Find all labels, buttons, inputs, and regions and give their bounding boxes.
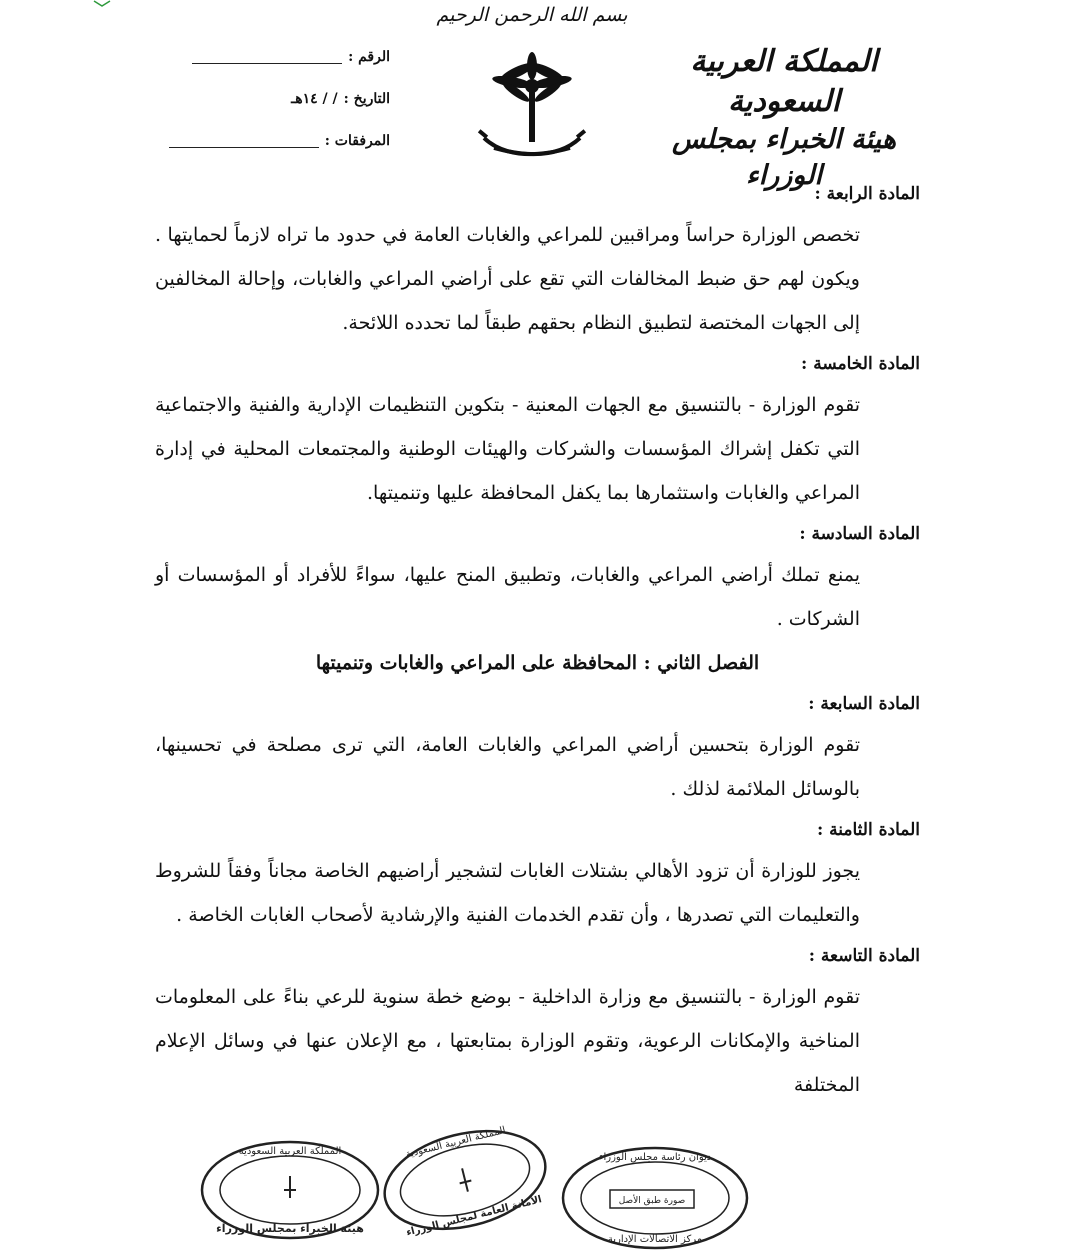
article-8-text: يجوز للوزارة أن تزود الأهالي بشتلات الغابات لتشجير أراضيهم الخاصة مجاناً وفقاً للشروط والتعليمات التي تصدرها ، وأن تقدم الخدمات الفنية والإرشادية لأصحاب الغابات الخاصة .	[155, 860, 860, 926]
document-body	[155, 175, 920, 1107]
number-label: الرقم :	[348, 49, 390, 65]
stamp3-bottom-text: مركز الاتصالات الإدارية	[607, 1234, 703, 1245]
organization-header	[634, 42, 934, 194]
article-9-text: تقوم الوزارة - بالتنسيق مع وزارة الداخلية - بوضع خطة سنوية للرعي بناءً على المعلومات المناخية والإمكانات الرعوية، وتقوم الوزارة بمتابعتها ، مع الإعلان عنها في وسائل الإعلام المختلفة	[155, 986, 860, 1096]
number-line	[192, 51, 342, 64]
basmala: بسم الله الرحمن الرحيم	[436, 4, 628, 26]
date-label: التاريخ :	[343, 91, 390, 107]
stamp-true-copy	[563, 1148, 747, 1248]
saudi-emblem-icon	[472, 52, 592, 172]
stamp3-mid-text: صورة طبق الأصل	[618, 1196, 686, 1206]
attachments-row	[120, 120, 390, 162]
stamp1-top-text: المملكة العربية السعودية	[238, 1146, 342, 1157]
stamp2-top-text: المملكة العربية السعودية	[404, 1124, 507, 1161]
article-4-text: تخصص الوزارة حراساً ومراقبين للمراعي والغابات العامة في حدود ما تراه لازماً لحمايتها . ويكون لهم حق ضبط المخالفات التي تقع على أراضي المراعي والغابات، وإحالة المخالفين إلى الجهات المختصة لتطبيق النظام بحقهم طبقاً لما تحدده اللائحة.	[155, 224, 860, 334]
article-7-text: تقوم الوزارة بتحسين أراضي المراعي والغابات العامة، التي ترى مصلحة في تحسينها، بالوسائل الملائمة لذلك .	[155, 734, 860, 800]
article-5-text: تقوم الوزارة - بالتنسيق مع الجهات المعنية - بتكوين التنظيمات الإدارية والفنية والاجتماعية التي تكفل إشراك المؤسسات والشركات والهيئات الوطنية والمجتمعات المحلية في إدارة المراعي والغابات واستثمارها بما يكفل المحافظة عليها وتنميتها.	[155, 394, 860, 504]
stamp-general-secretariat	[374, 1120, 555, 1244]
stamp3-top-text: ديوان رئاسة مجلس الوزراء	[598, 1152, 712, 1163]
org-country: المملكة العربية السعودية	[690, 44, 878, 119]
date-value: / / ١٤هـ	[291, 91, 338, 107]
article-6-title: المادة السادسة :	[799, 524, 920, 544]
article-6-text: يمنع تملك أراضي المراعي والغابات، وتطبيق المنح عليها، سواءً للأفراد أو المؤسسات أو الشركات .	[155, 564, 860, 630]
stamp1-bottom-text: هيئة الخبراء بمجلس الوزراء	[216, 1222, 364, 1235]
article-7-title: المادة السابعة :	[808, 694, 920, 714]
stamp2-bottom-text: الأمانة العامة لمجلس الوزراء	[405, 1194, 543, 1239]
article-8-title: المادة الثامنة :	[816, 820, 920, 840]
reference-block	[120, 36, 390, 162]
number-row	[120, 36, 390, 78]
stamp-experts-commission	[202, 1142, 378, 1238]
article-9-title: المادة التاسعة :	[808, 946, 920, 966]
corner-mark-icon	[92, 0, 112, 8]
attachments-label: المرفقات :	[324, 133, 390, 149]
official-stamps	[200, 1120, 760, 1255]
chapter-title: الفصل الثاني : المحافظة على المراعي والغابات وتنميتها	[315, 652, 760, 674]
attachments-line	[169, 135, 319, 148]
org-authority: هيئة الخبراء بمجلس الوزراء	[671, 124, 897, 191]
date-row	[120, 78, 390, 120]
article-4-title: المادة الرابعة :	[814, 184, 920, 204]
article-5-title: المادة الخامسة :	[801, 354, 920, 374]
